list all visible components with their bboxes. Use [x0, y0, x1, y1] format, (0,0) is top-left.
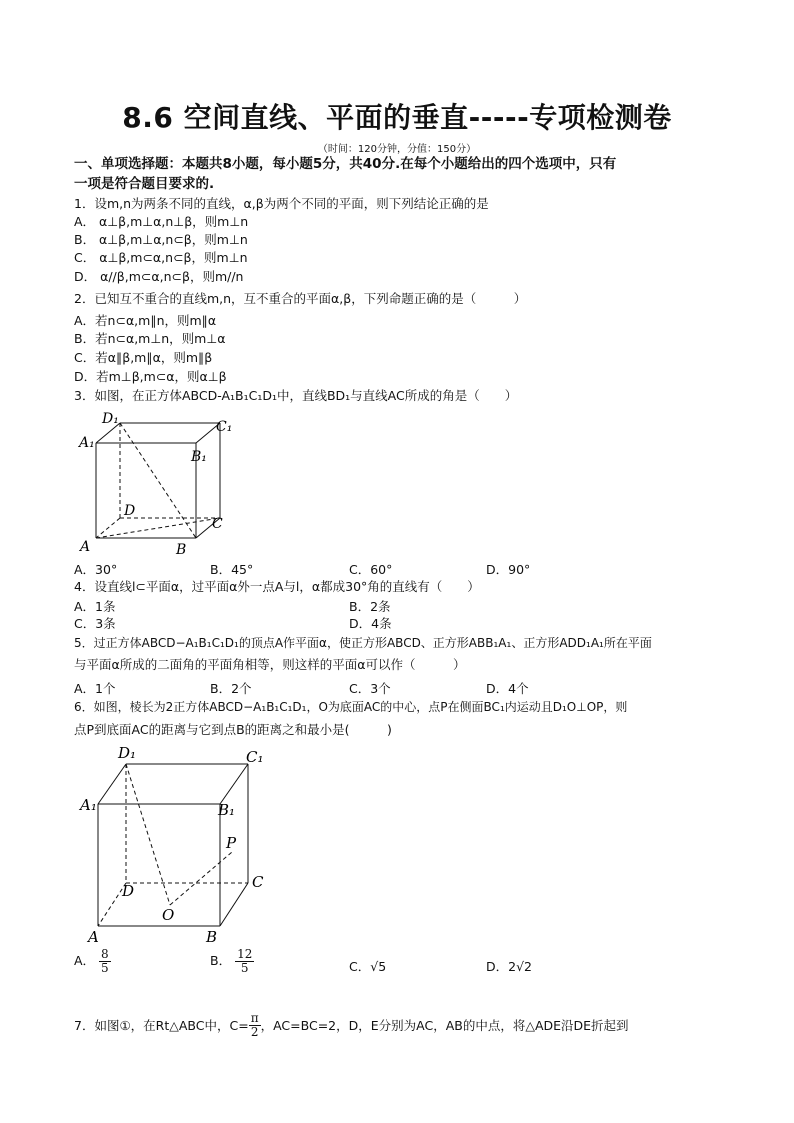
q7-stem-part2: ，AC=BC=2，D，E分别为AC，AB的中点，将△ADE沿DE折起到 — [260, 1017, 629, 1033]
q6-label-d: D — [122, 882, 135, 900]
q6-label-b: B — [206, 928, 218, 946]
page-title: 8.6 空间直线、平面的垂直-----专项检测卷 — [122, 101, 672, 134]
q5-option-d: D．4个 — [486, 681, 529, 696]
q6-option-a-denominator: 5 — [101, 961, 109, 975]
q3-label-a: A — [80, 539, 91, 555]
q7-fraction-numerator: π — [250, 1011, 259, 1025]
q7-stem — [74, 1012, 629, 1039]
q3-option-b: B．45° — [210, 562, 254, 577]
q1-option-d: D． α//β,m⊂α,n⊂β，则m//n — [74, 269, 244, 284]
q6-option-a-fraction — [99, 948, 111, 975]
q6-cube-figure — [74, 740, 274, 950]
q6-label-o: O — [162, 906, 175, 924]
q5-option-a: A．1个 — [74, 681, 116, 696]
q2-stem: 2．已知互不重合的直线m,n，互不重合的平面α,β，下列命题正确的是（ ） — [74, 291, 527, 306]
q4-option-d: D．4条 — [349, 616, 392, 631]
q6-option-b-fraction — [235, 948, 254, 975]
q3-option-d: D．90° — [486, 562, 531, 577]
q3-label-c: C — [212, 516, 223, 532]
q3-option-a: A．30° — [74, 562, 118, 577]
q2-option-c: C．若α∥β,m∥α，则m∥β — [74, 350, 213, 365]
q6-option-a — [74, 948, 111, 975]
q1-option-b: B． α⊥β,m⊥α,n⊂β，则m⊥n — [74, 232, 248, 247]
q6-label-d1: D₁ — [118, 744, 137, 762]
q6-label-c1: C₁ — [246, 748, 264, 766]
q3-label-a1: A₁ — [79, 435, 95, 451]
q2-option-a: A．若n⊂α,m∥n，则m∥α — [74, 313, 217, 328]
q5-stem-line2: 与平面α所成的二面角的平面角相等，则这样的平面α可以作（ ） — [74, 657, 466, 672]
q3-label-b: B — [176, 542, 187, 558]
section-heading-line2: 一项是符合题目要求的. — [74, 176, 215, 192]
q5-option-b: B．2个 — [210, 681, 252, 696]
q2-option-d: D．若m⊥β,m⊂α，则α⊥β — [74, 369, 227, 384]
q3-label-d: D — [124, 503, 136, 519]
q4-stem: 4．设直线l⊂平面α，过平面α外一点A与l，α都成30°角的直线有（ ） — [74, 579, 480, 594]
section-heading-line1: 一、单项选择题：本题共8小题，每小题5分，共40分.在每个小题给出的四个选项中，只有 — [74, 156, 617, 172]
q3-option-c: C．60° — [349, 562, 393, 577]
q7-fraction-denominator: 2 — [250, 1025, 259, 1039]
q6-stem-line1: 6．如图，棱长为2正方体ABCD−A₁B₁C₁D₁，O为底面AC的中心，点P在侧面BC₁内运动且D₁O⊥OP，则 — [74, 700, 628, 714]
q3-label-b1: B₁ — [191, 449, 207, 465]
q6-option-b-numerator: 12 — [237, 947, 253, 961]
q1-option-c: C． α⊥β,m⊂α,n⊂β，则m⊥n — [74, 250, 248, 265]
q6-label-a: A — [88, 928, 99, 946]
q3-label-c1: C₁ — [216, 419, 233, 435]
q6-label-a1: A₁ — [80, 796, 97, 814]
q4-option-b: B．2条 — [349, 599, 391, 614]
q4-option-a: A．1条 — [74, 599, 116, 614]
q3-stem: 3．如图，在正方体ABCD-A₁B₁C₁D₁中，直线BD₁与直线AC所成的角是（ ） — [74, 388, 518, 403]
q7-angle-fraction — [249, 1012, 261, 1039]
q6-option-d: D．2√2 — [486, 959, 532, 974]
q6-option-a-label: A． — [74, 953, 96, 968]
page-subtitle: （时间：120分钟，分值：150分） — [317, 144, 477, 155]
q7-stem-part1: 7．如图①，在Rt△ABC中，C= — [74, 1017, 249, 1033]
q6-option-b-denominator: 5 — [240, 961, 249, 975]
q3-label-d1: D₁ — [102, 411, 119, 427]
q1-option-a: A． α⊥β,m⊥α,n⊥β，则m⊥n — [74, 214, 249, 229]
q6-option-b-label: B． — [210, 953, 232, 968]
q6-label-c: C — [252, 873, 264, 891]
q6-stem-line2: 点P到底面AC的距离与它到点B的距离之和最小是( ) — [74, 722, 392, 737]
q5-stem-line1: 5．过正方体ABCD−A₁B₁C₁D₁的顶点A作平面α，使正方形ABCD、正方形ABB₁A₁、正方形ADD₁A₁所在平面 — [74, 636, 652, 650]
q3-cube-figure — [74, 405, 234, 560]
q5-option-c: C．3个 — [349, 681, 391, 696]
q1-stem: 1．设m,n为两条不同的直线，α,β为两个不同的平面，则下列结论正确的是 — [74, 196, 489, 211]
q6-label-b1: B₁ — [218, 801, 236, 819]
q6-option-b — [210, 948, 254, 975]
q6-option-c: C．√5 — [349, 959, 387, 974]
q2-option-b: B．若n⊂α,m⊥n，则m⊥α — [74, 331, 226, 346]
q6-label-p: P — [226, 834, 237, 852]
q4-option-c: C．3条 — [74, 616, 116, 631]
q6-option-a-numerator: 8 — [101, 947, 109, 961]
